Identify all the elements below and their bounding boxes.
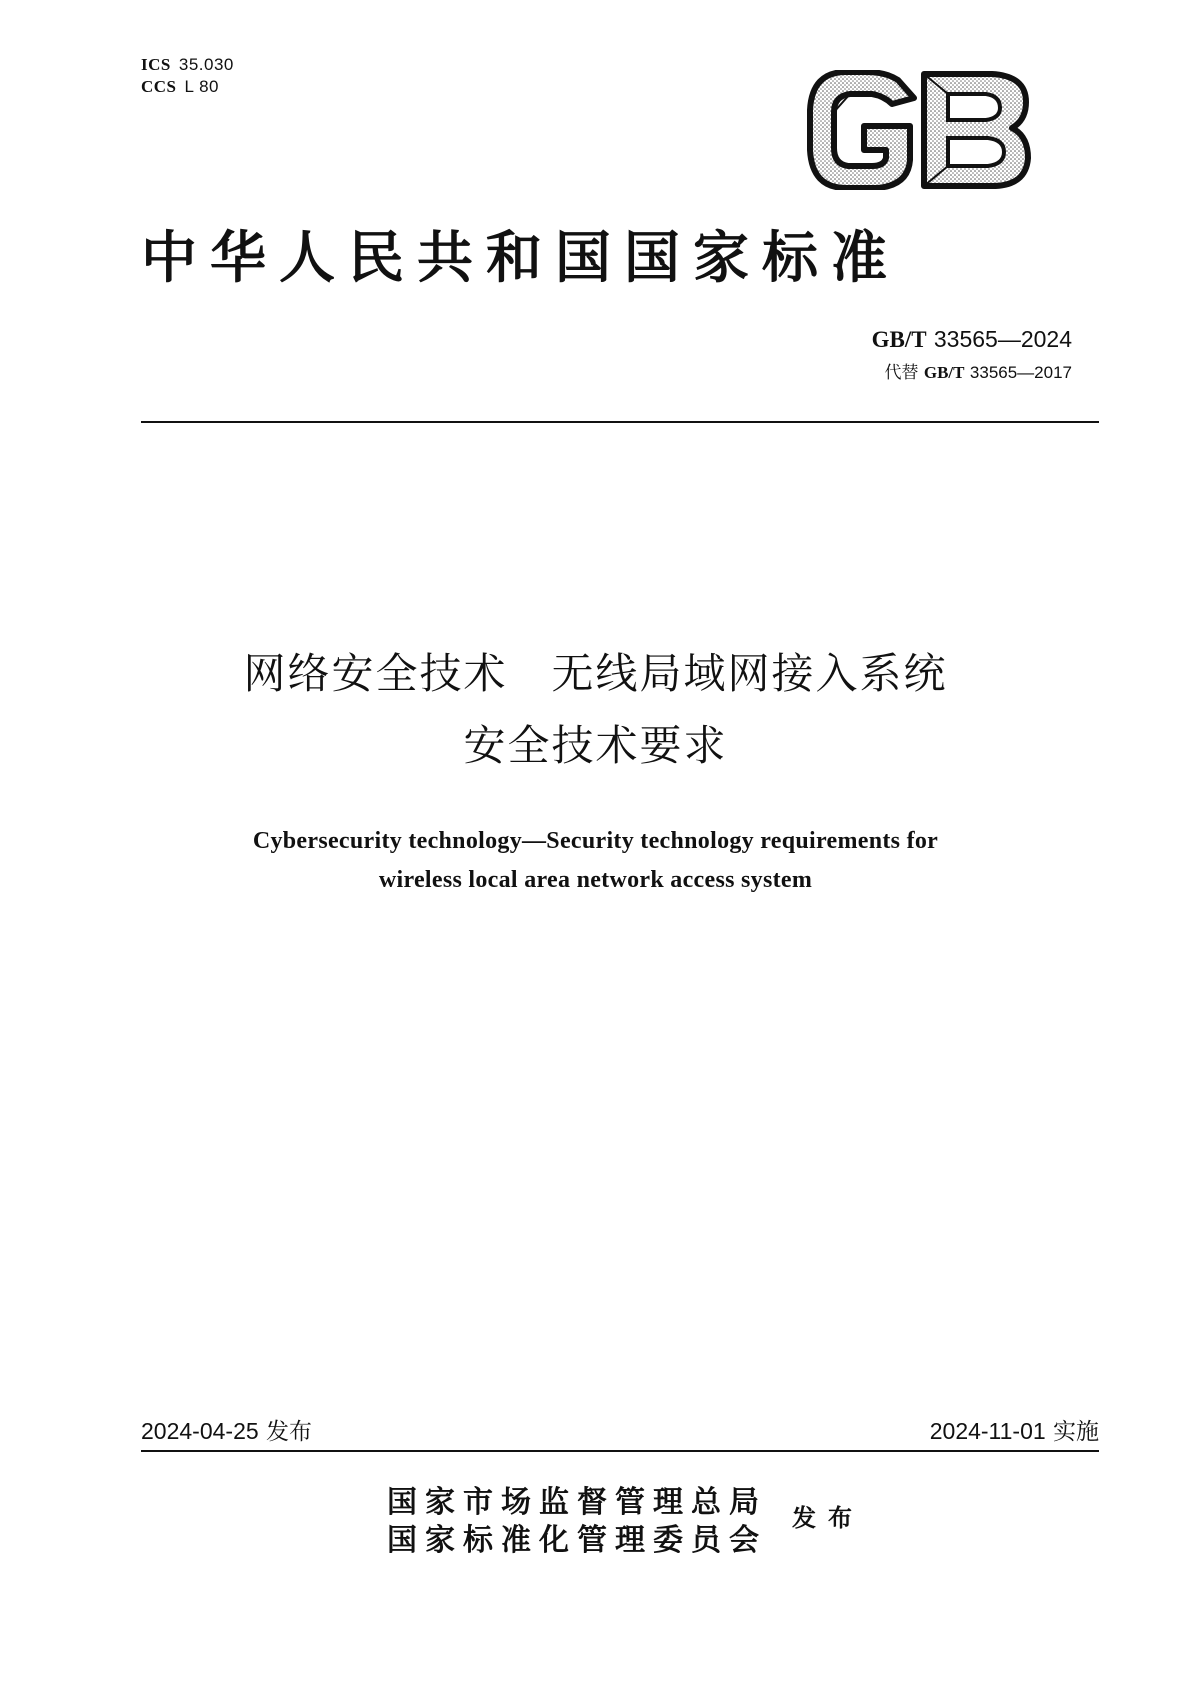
issuers-action: 发布 bbox=[792, 1503, 864, 1532]
issue-date-label: 发布 bbox=[265, 1419, 312, 1445]
english-title-line2: wireless local area network access system bbox=[378, 867, 813, 893]
replaces-label: 代替 bbox=[884, 363, 919, 383]
replaces-prefix: GB/T bbox=[923, 363, 965, 382]
standard-number bbox=[872, 324, 1072, 355]
standard-number-value: 33565—2024 bbox=[933, 326, 1072, 352]
implementation-date-value: 2024-11-01 bbox=[929, 1418, 1046, 1444]
ics-code bbox=[141, 54, 234, 76]
classification-codes bbox=[141, 54, 234, 98]
issuer-line2: 国家标准化管理委员会 bbox=[387, 1523, 767, 1558]
ccs-label: CCS bbox=[141, 77, 177, 96]
chinese-title-line1: 网络安全技术 无线局域网接入系统 bbox=[243, 649, 948, 698]
implementation-date-label: 实施 bbox=[1053, 1419, 1099, 1445]
issue-date bbox=[141, 1416, 312, 1447]
gb-emblem-icon bbox=[806, 70, 1032, 190]
issuing-authorities bbox=[387, 1484, 767, 1560]
replaces-number: 33565—2017 bbox=[969, 363, 1072, 382]
english-title-line1: Cybersecurity technology—Security technology requirements for bbox=[252, 828, 939, 854]
standard-number-prefix: GB/T bbox=[871, 327, 927, 352]
ccs-value: L 80 bbox=[184, 77, 219, 96]
standard-type-heading: 中华人民共和国国家标准 bbox=[141, 225, 900, 291]
bottom-divider bbox=[141, 1450, 1099, 1452]
top-divider bbox=[141, 421, 1099, 423]
ics-value: 35.030 bbox=[178, 55, 234, 74]
ics-label: ICS bbox=[141, 55, 171, 74]
implementation-date bbox=[930, 1416, 1099, 1447]
gb-logo bbox=[806, 70, 1032, 190]
replaces-notice bbox=[884, 362, 1072, 384]
chinese-title-line2: 安全技术要求 bbox=[463, 721, 728, 770]
issuer-line1: 国家市场监督管理总局 bbox=[387, 1485, 767, 1520]
issue-date-value: 2024-04-25 bbox=[141, 1418, 259, 1444]
ccs-code bbox=[141, 76, 234, 98]
